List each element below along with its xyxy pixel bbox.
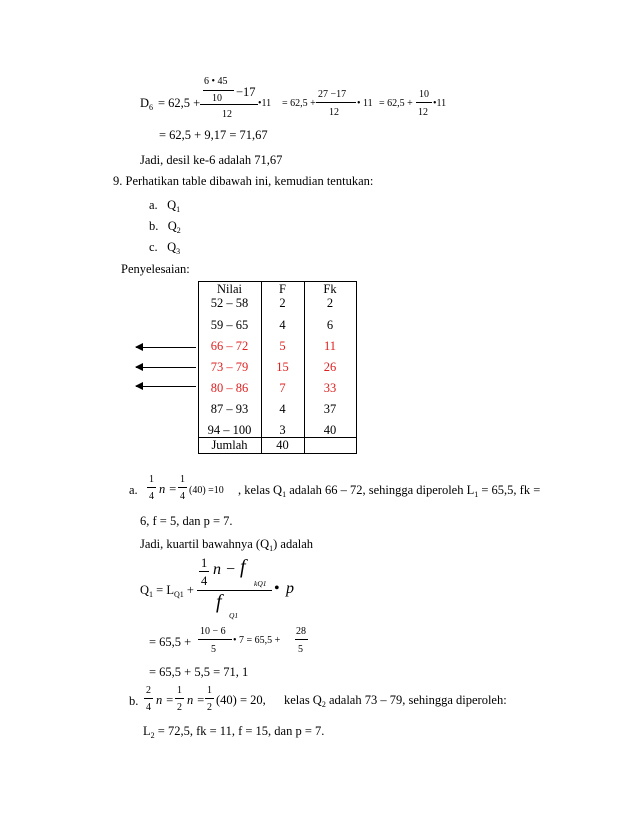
part-b-calc: (40) = 20, bbox=[216, 693, 266, 707]
calc1-den: 5 bbox=[211, 644, 216, 655]
part-b-frac-num: 2 bbox=[146, 685, 151, 696]
part-a-frac2-num: 1 bbox=[180, 474, 185, 485]
part-b-frac3-num: 1 bbox=[207, 685, 212, 696]
d6-inner-bar bbox=[203, 90, 234, 91]
cell-fk: 37 bbox=[323, 402, 337, 416]
cell-nilai: 66 – 72 bbox=[210, 339, 249, 353]
d6-den12a: 12 bbox=[222, 109, 232, 120]
cell-nilai: 59 – 65 bbox=[210, 318, 249, 332]
q1-f-sub: kQ1 bbox=[254, 579, 267, 588]
part-b-frac2-num: 1 bbox=[177, 685, 182, 696]
part-a-frac2-den: 4 bbox=[180, 491, 185, 502]
part-b-n-eq2: n = bbox=[187, 693, 205, 707]
part-a-line2: 6, f = 5, dan p = 7. bbox=[140, 514, 233, 528]
d6-result: = 62,5 + 9,17 = 71,67 bbox=[159, 128, 268, 142]
part-a-frac-bar bbox=[147, 487, 156, 488]
calc1-bar bbox=[198, 639, 232, 640]
cell-nilai: 87 – 93 bbox=[210, 402, 249, 416]
frequency-table bbox=[198, 281, 357, 454]
part-a-frac2-bar bbox=[178, 487, 187, 488]
cell-fk: 11 bbox=[323, 339, 337, 353]
q1-den-sub: Q1 bbox=[229, 611, 239, 620]
q1-frac-bar bbox=[199, 571, 209, 572]
q1-formula-lhs: $Q_1 = L_{Q1}$ + bbox=[140, 583, 194, 599]
part-b-frac2-den: 2 bbox=[177, 702, 182, 713]
solution-label: Penyelesaian: bbox=[121, 262, 190, 276]
total-label: Jumlah bbox=[211, 438, 248, 452]
cell-nilai: 52 – 58 bbox=[210, 296, 249, 310]
cell-fk: 6 bbox=[326, 318, 334, 332]
d6-label: $D_6$ bbox=[140, 96, 154, 112]
part-a-frac-num: 1 bbox=[149, 474, 154, 485]
q1-den-f: f bbox=[216, 591, 222, 613]
d6-main-bar bbox=[200, 104, 258, 105]
part-b-frac-den: 4 bbox=[146, 702, 151, 713]
option-b: b. $Q_2$ bbox=[149, 219, 181, 235]
part-b-letter: b. bbox=[129, 694, 139, 708]
arrow-row-q1 bbox=[136, 347, 196, 348]
cell-f: 5 bbox=[279, 339, 286, 353]
calc1-pre: = 65,5 + bbox=[149, 635, 192, 649]
option-c: c. $Q_3$ bbox=[149, 240, 181, 256]
cell-fk: 40 bbox=[323, 423, 337, 437]
d6-inner-num: 6 • 45 bbox=[204, 76, 228, 87]
d6-minus17: −17 bbox=[236, 85, 256, 99]
total-f: 40 bbox=[276, 438, 289, 452]
calc1-num2: 28 bbox=[296, 626, 306, 637]
q1-n-minus: n − bbox=[213, 561, 236, 578]
calc1-mid: • 7 = 65,5 + bbox=[233, 635, 281, 646]
d6-dot11b: • 11 bbox=[357, 98, 373, 109]
d6-num2: 27 −17 bbox=[318, 89, 347, 100]
header-nilai: Nilai bbox=[217, 282, 242, 296]
part-b-frac-bar bbox=[144, 698, 153, 699]
cell-nilai: 94 – 100 bbox=[207, 423, 252, 437]
q1-frac-den: 4 bbox=[201, 574, 208, 588]
q1-dot: • bbox=[274, 580, 280, 597]
calc2: = 65,5 + 5,5 = 71, 1 bbox=[149, 665, 249, 679]
part-a-n-eq: n = bbox=[159, 482, 177, 496]
d6-inner-den: 10 bbox=[212, 93, 222, 104]
q1-f: f bbox=[240, 556, 246, 578]
part-b-text: kelas $Q_2$ adalah 73 – 79, sehingga diperoleh: bbox=[284, 693, 507, 709]
cell-f: 3 bbox=[279, 423, 286, 437]
d6-dot11c: •11 bbox=[433, 98, 447, 109]
header-fk: Fk bbox=[323, 282, 337, 296]
d6-bar2 bbox=[316, 102, 356, 103]
part-b-line2: $L_2 = 72,5$, fk = 11, f = 15, dan p = 7. bbox=[143, 724, 325, 740]
q1-p: p bbox=[286, 580, 294, 597]
calc1-num: 10 − 6 bbox=[200, 626, 226, 637]
part-b-frac2-bar bbox=[175, 698, 184, 699]
part-a-calc: (40) =10 bbox=[189, 485, 224, 496]
calc1-bar2 bbox=[295, 639, 308, 640]
q1-frac-num: 1 bbox=[201, 556, 208, 570]
part-a-frac-den: 4 bbox=[149, 491, 154, 502]
part-a-text: , kelas $Q_1$ adalah 66 – 72, sehingga diperoleh $L_1 = 65,5$, fk = bbox=[238, 483, 541, 499]
part-b-frac3-bar bbox=[205, 698, 214, 699]
header-f: F bbox=[279, 282, 286, 296]
cell-fk: 33 bbox=[323, 381, 337, 395]
option-a: a. $Q_1$ bbox=[149, 198, 181, 214]
d6-eq1: = 62,5 + bbox=[158, 96, 201, 110]
part-a-letter: a. bbox=[129, 483, 138, 497]
question-9-prompt: 9. Perhatikan table dibawah ini, kemudian tentukan: bbox=[113, 174, 374, 188]
arrow-row-q3 bbox=[136, 386, 196, 387]
arrow-row-q2 bbox=[136, 367, 196, 368]
d6-eq3: = 62,5 + bbox=[379, 98, 413, 109]
part-b-frac3-den: 2 bbox=[207, 702, 212, 713]
d6-bar3 bbox=[416, 102, 432, 103]
cell-nilai: 80 – 86 bbox=[210, 381, 249, 395]
cell-f: 15 bbox=[276, 360, 289, 374]
calc1-den2: 5 bbox=[298, 644, 303, 655]
d6-den12c: 12 bbox=[418, 107, 428, 118]
cell-fk: 26 bbox=[323, 360, 337, 374]
d6-dot11a: •11 bbox=[258, 98, 272, 109]
cell-nilai: 73 – 79 bbox=[210, 360, 249, 374]
d6-eq2: = 62,5 + bbox=[282, 98, 316, 109]
d6-den12b: 12 bbox=[329, 107, 339, 118]
part-b-n-eq: n = bbox=[156, 693, 174, 707]
d6-num3: 10 bbox=[419, 89, 429, 100]
part-a-line3: Jadi, kuartil bawahnya $(Q_1)$ adalah bbox=[140, 537, 314, 553]
q1-main-bar bbox=[197, 590, 272, 591]
d6-conclusion: Jadi, desil ke-6 adalah 71,67 bbox=[140, 153, 283, 167]
cell-f: 4 bbox=[279, 318, 286, 332]
cell-f: 2 bbox=[279, 296, 286, 310]
cell-f: 7 bbox=[279, 381, 286, 395]
cell-fk: 2 bbox=[326, 296, 334, 310]
cell-f: 4 bbox=[279, 402, 286, 416]
